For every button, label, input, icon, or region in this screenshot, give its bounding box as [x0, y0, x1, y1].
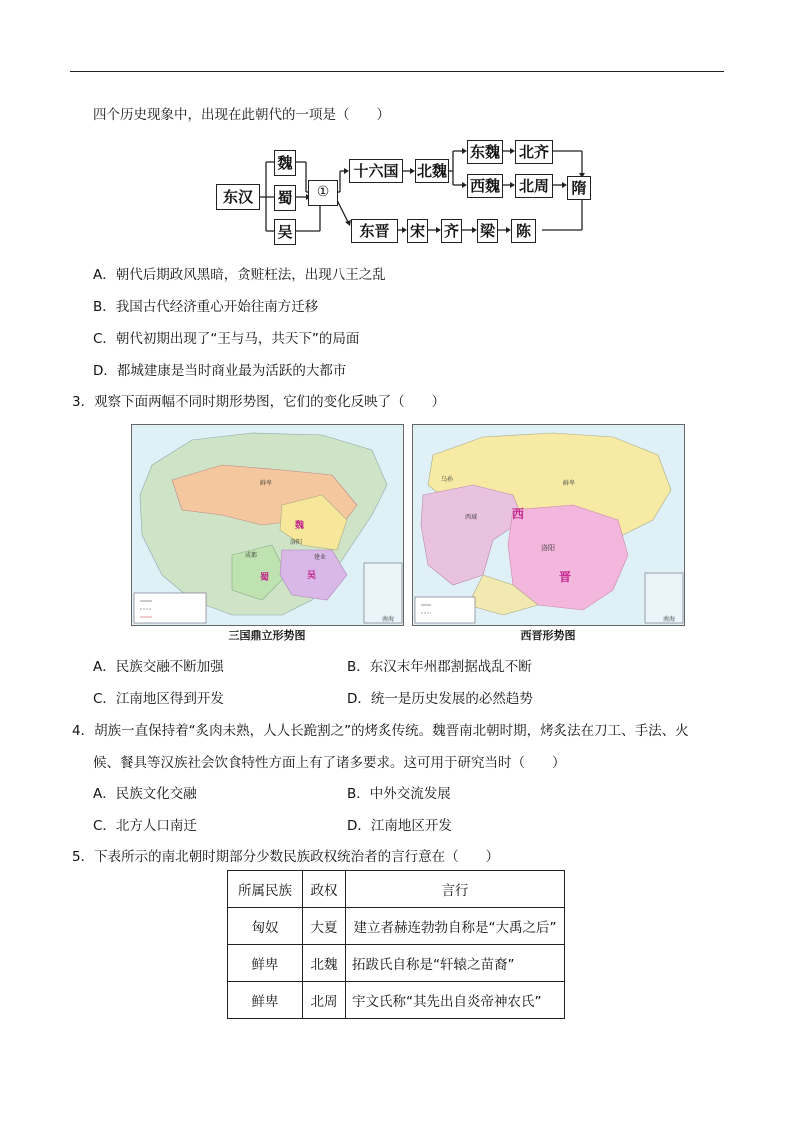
map1-caption: 三国鼎立形势图	[228, 629, 306, 642]
map-western-jin	[412, 424, 685, 626]
q4-option-d: D．江南地区开发	[347, 818, 452, 834]
q4-option-a: A．民族文化交融	[93, 786, 197, 802]
box-dongwei: 东魏	[467, 140, 503, 164]
box-wu: 吴	[274, 219, 296, 245]
q3-option-d: D．统一是历史发展的必然趋势	[347, 691, 533, 707]
table-cell: 拓跋氏自称是“轩辕之苗裔”	[346, 945, 565, 982]
table-header-cell: 所属民族	[228, 871, 303, 908]
map1-label-wei: 魏	[295, 521, 305, 531]
map-three-kingdoms	[131, 424, 404, 626]
map-three-kingdoms-art	[132, 425, 403, 625]
q4-stem-line-1: 4．胡族一直保持着“炙肉未熟，人人长跪割之”的烤炙传统。魏晋南北朝时期，烤炙法在刀工、手法、火	[72, 723, 689, 739]
q3-option-c: C．江南地区得到开发	[93, 691, 224, 707]
table-header-cell: 言行	[346, 871, 565, 908]
table-cell: 大夏	[303, 908, 346, 945]
q3-option-a: A．民族交融不断加强	[93, 659, 224, 675]
map2-label-xianbei: 鲜卑	[563, 480, 576, 487]
map1-label-luoyang: 洛阳	[290, 539, 303, 546]
box-shu: 蜀	[274, 185, 296, 211]
map1-label-xianbei: 鲜卑	[260, 480, 273, 487]
header-rule	[70, 71, 724, 72]
box-blank-1: ①	[308, 180, 338, 206]
map2-label-luoyang: 洛阳	[541, 544, 555, 552]
box-donghan: 东汉	[216, 184, 260, 210]
table-cell: 北周	[303, 982, 346, 1019]
q5-stem: 5．下表所示的南北朝时期部分少数民族政权统治者的言行意在（ ）	[72, 849, 500, 865]
map1-label-shu: 蜀	[260, 573, 270, 583]
table-cell: 鲜卑	[228, 945, 303, 982]
box-dongjin: 东晋	[351, 219, 398, 243]
dynasty-flow-diagram	[210, 140, 590, 250]
table-cell: 北魏	[303, 945, 346, 982]
box-shiliuguo: 十六国	[349, 159, 403, 183]
map2-label-xiyu: 西域	[465, 514, 478, 521]
box-wei: 魏	[274, 150, 296, 176]
box-beiqi: 北齐	[515, 140, 553, 164]
table-row	[228, 982, 565, 1019]
table-cell: 鲜卑	[228, 982, 303, 1019]
table-header-row	[228, 871, 565, 908]
q4-option-c: C．北方人口南迁	[93, 818, 197, 834]
table-header-cell: 政权	[303, 871, 346, 908]
q5-table	[227, 870, 565, 1019]
map2-label-wusun: 乌孙	[441, 476, 454, 483]
box-beizhou: 北周	[515, 174, 553, 198]
q3-option-b: B．东汉末年州郡割据战乱不断	[347, 659, 532, 675]
q2-option-b: B．我国古代经济重心开始往南方迁移	[93, 299, 319, 315]
map2-label-jin: 晋	[559, 570, 572, 584]
q2-stem: 四个历史现象中，出现在此朝代的一项是（ ）	[93, 107, 390, 123]
q4-stem-line-2: 候、餐具等汉族社会饮食特性方面上有了诸多要求。这可用于研究当时（ ）	[93, 755, 566, 771]
map1-label-wu: 吴	[307, 571, 317, 581]
map2-caption: 西晋形势图	[520, 629, 576, 642]
map1-label-nanhai: 南海	[382, 616, 395, 623]
map2-label-nanhai: 南海	[663, 616, 676, 623]
map1-label-jianye: 建业	[314, 554, 327, 561]
table-cell: 匈奴	[228, 908, 303, 945]
map-western-jin-art	[413, 425, 684, 625]
q2-option-a: A．朝代后期政风黑暗，贪赃枉法，出现八王之乱	[93, 267, 386, 283]
table-cell: 宇文氏称“其先出自炎帝神农氏”	[346, 982, 565, 1019]
box-beiwei: 北魏	[415, 159, 449, 183]
q3-stem: 3．观察下面两幅不同时期形势图，它们的变化反映了（ ）	[72, 394, 446, 410]
q4-option-b: B．中外交流发展	[347, 786, 451, 802]
box-xiwei: 西魏	[467, 174, 503, 198]
table-cell: 建立者赫连勃勃自称是“大禹之后”	[346, 908, 565, 945]
box-qi: 齐	[441, 219, 462, 243]
box-sui: 隋	[567, 176, 591, 200]
box-song: 宋	[407, 219, 428, 243]
box-liang: 梁	[477, 219, 498, 243]
table-row	[228, 908, 565, 945]
box-chen: 陈	[511, 219, 536, 243]
q2-option-c: C．朝代初期出现了“王与马，共天下”的局面	[93, 331, 360, 347]
map2-label-xi: 西	[512, 507, 525, 521]
q2-option-d: D．都城建康是当时商业最为活跃的大都市	[93, 363, 347, 379]
table-row	[228, 945, 565, 982]
map1-label-chengdu: 成都	[245, 552, 258, 559]
